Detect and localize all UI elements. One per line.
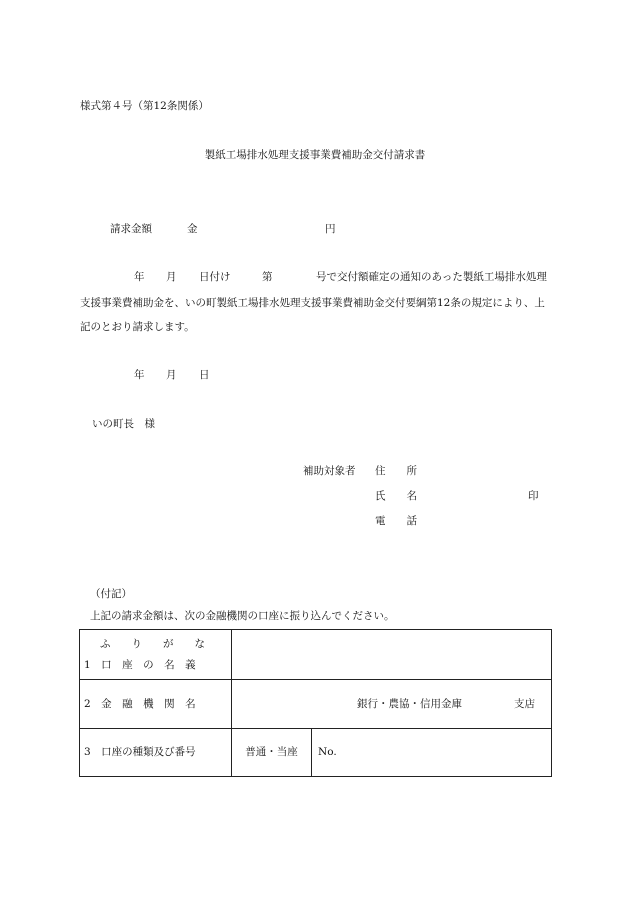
notice-dated-label: 日付け (199, 271, 231, 283)
notice-year-label: 年 (134, 271, 145, 283)
account-name-field[interactable] (232, 630, 552, 680)
address-label: 住 所 (375, 465, 417, 477)
note-title: （付記） (90, 588, 132, 600)
account-name-label: 1 口 座 の 名 義 (84, 658, 196, 671)
addressee: いの町長 様 (92, 418, 155, 430)
body-line-3: 記のとおり請求します。 (80, 321, 195, 333)
phone-label: 電 話 (375, 515, 417, 527)
table-row (80, 729, 552, 777)
claim-yen-label: 円 (325, 223, 336, 235)
table-row (80, 630, 552, 680)
date-year-label: 年 (134, 369, 145, 381)
claim-kin-label: 金 (187, 223, 198, 235)
body-line-1: 号で交付額確定の通知のあった製紙工場排水処理 (316, 271, 547, 283)
account-name-label-cell (80, 630, 232, 680)
branch-label: 支店 (514, 697, 535, 710)
institution-field[interactable] (232, 680, 552, 729)
account-kind-label: 3 口座の種類及び番号 (80, 729, 232, 777)
form-number: 様式第４号（第12条関係） (80, 100, 209, 112)
account-number-field[interactable]: No. (312, 729, 552, 777)
applicant-label: 補助対象者 (303, 465, 356, 477)
institution-types: 銀行・農協・信用金庫 (357, 697, 462, 710)
account-kind-field[interactable]: 普通・当座 (232, 729, 312, 777)
claim-amount-label: 請求金額 (110, 223, 152, 235)
body-line-2: 支援事業費補助金を、いの町製紙工場排水処理支援事業費補助金交付要綱第12条の規定により、上 (80, 297, 545, 309)
note-text: 上記の請求金額は、次の金融機関の口座に振り込んでください。 (90, 610, 395, 622)
date-day-label: 日 (199, 369, 210, 381)
seal-mark: 印 (528, 490, 539, 502)
notice-month-label: 月 (166, 271, 177, 283)
institution-label: 2 金 融 機 関 名 (80, 680, 232, 729)
bank-account-table (79, 629, 552, 777)
document-title: 製紙工場排水処理支援事業費補助金交付請求書 (204, 149, 426, 161)
furigana-label: ふ り が な (100, 638, 205, 650)
name-label: 氏 名 (375, 490, 417, 502)
date-month-label: 月 (166, 369, 177, 381)
table-row (80, 680, 552, 729)
notice-dai-label: 第 (262, 271, 273, 283)
